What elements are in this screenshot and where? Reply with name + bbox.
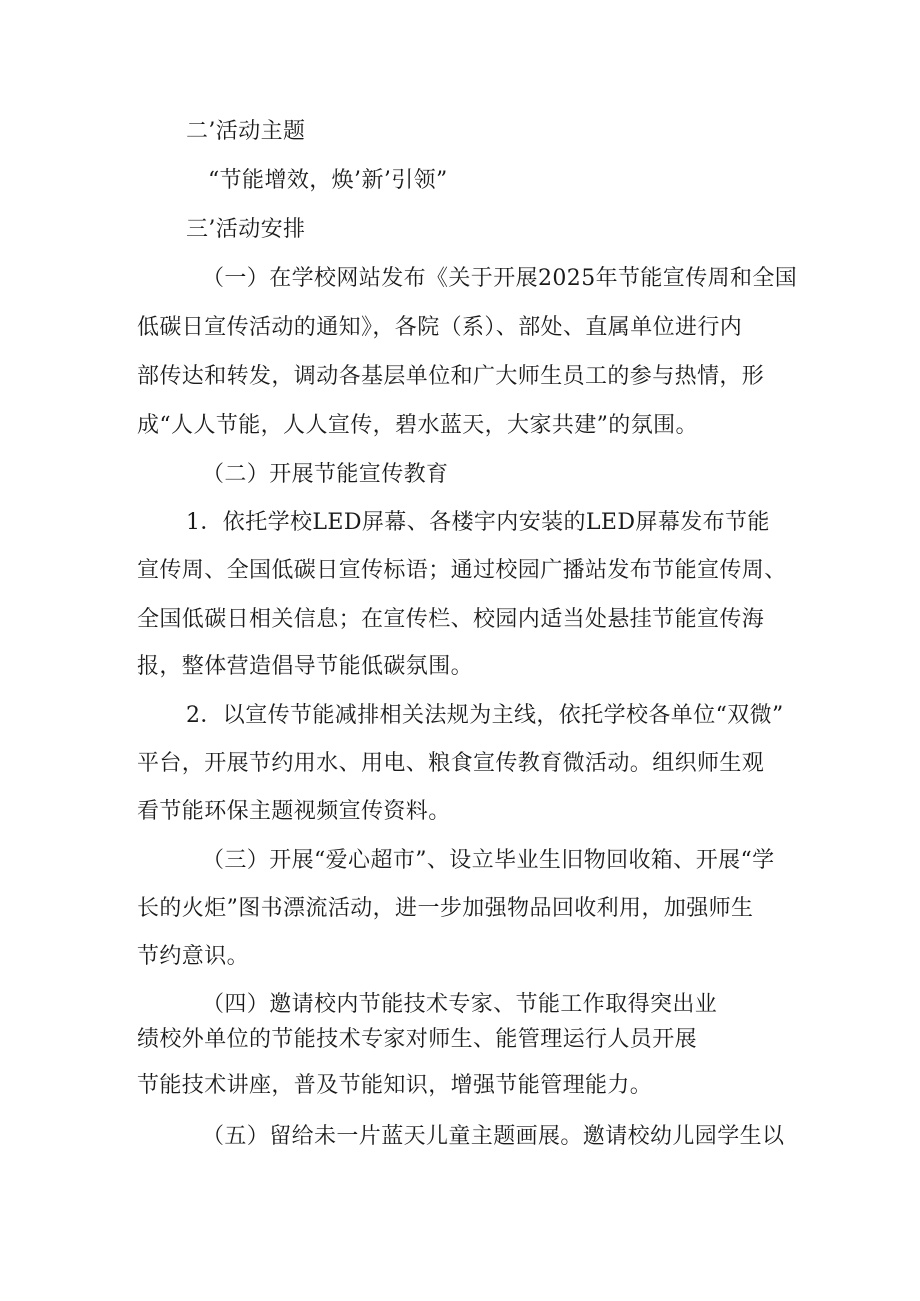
paragraph-line: 长的火炬”图书漂流活动，进一步加强物品回收利用，加强师生	[137, 896, 754, 921]
section-heading-arrangement: 三’活动安排	[186, 217, 306, 242]
paragraph-line: （三）开展“爱心超市”、设立毕业生旧物回收箱、开展“学	[202, 848, 775, 873]
paragraph-line: 宣传周、全国低碳日宣传标语；通过校园广播站发布节能宣传周、	[137, 558, 787, 583]
paragraph-line: 1．依托学校LED屏幕、各楼宇内安装的LED屏幕发布节能	[186, 510, 770, 535]
paragraph-line: （五）留给未一片蓝天儿童主题画展。邀请校幼儿园学生以	[202, 1124, 785, 1149]
paragraph-line: 低碳日宣传活动的通知》，各院（系）、部处、直属单位进行内	[137, 315, 743, 340]
paragraph-line: 看节能环保主题视频宣传资料。	[137, 799, 451, 824]
paragraph-line: 部传达和转发，调动各基层单位和广大师生员工的参与热情，形	[137, 364, 765, 389]
paragraph-line: 全国低碳日相关信息；在宣传栏、校园内适当处悬挂节能宣传海	[137, 607, 765, 632]
paragraph-line: （四）邀请校内节能技术专家、节能工作取得突出业	[202, 992, 718, 1017]
subsection-heading: （二）开展节能宣传教育	[202, 462, 449, 487]
paragraph-line: （一）在学校网站发布《关于开展2025年节能宣传周和全国	[202, 266, 798, 291]
paragraph-line: 节能技术讲座，普及节能知识，增强节能管理能力。	[137, 1073, 653, 1098]
theme-slogan: “节能增效，焕’新’引领”	[208, 168, 448, 193]
paragraph-line: 2．以宣传节能减排相关法规为主线，依托学校各单位“双微”	[186, 703, 784, 728]
paragraph-line: 绩校外单位的节能技术专家对师生、能管理运行人员开展	[137, 1027, 698, 1052]
paragraph-line: 节约意识。	[137, 944, 250, 969]
section-heading-theme: 二’活动主题	[186, 119, 306, 144]
paragraph-line: 平台，开展节约用水、用电、粮食宣传教育微活动。组织师生观	[137, 751, 765, 776]
paragraph-line: 成“人人节能，人人宣传，碧水蓝天，大家共建”的氛围。	[137, 413, 698, 438]
paragraph-line: 报，整体营造倡导节能低碳氛围。	[137, 654, 474, 679]
